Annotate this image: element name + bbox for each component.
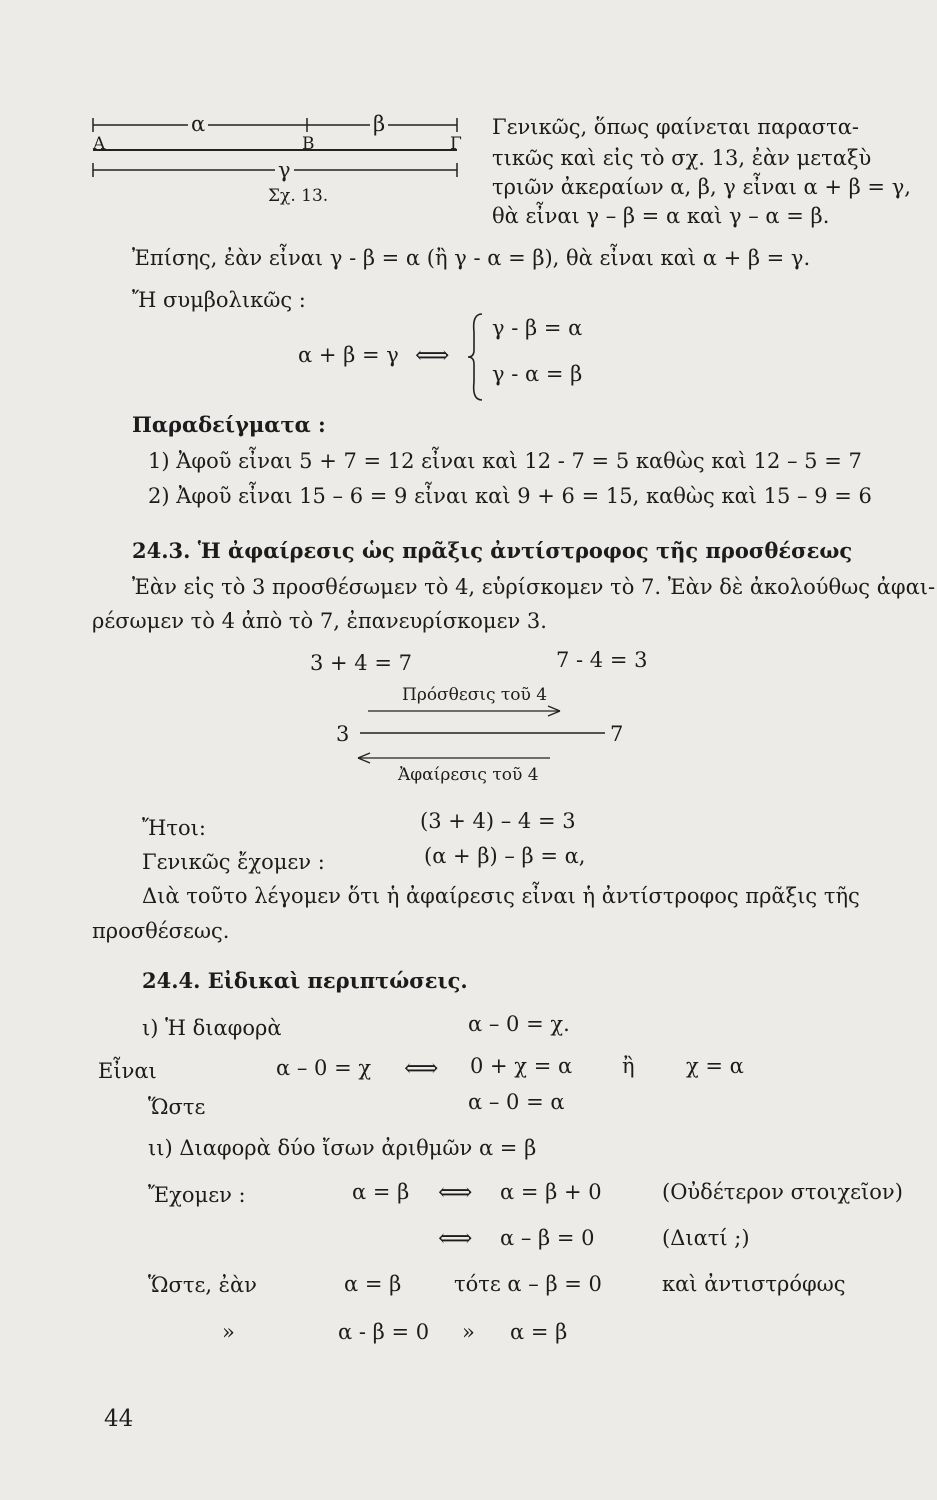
page-number: 44: [104, 1406, 134, 1432]
example-1: 1) Ἀφοῦ εἶναι 5 + 7 = 12 εἶναι καὶ 12 - 7 = 5 καθὼς καὶ 12 – 5 = 7: [148, 449, 862, 473]
last-res: α = β: [510, 1320, 568, 1344]
einai-label: Εἶναι: [98, 1059, 157, 1083]
einai-eq: α – 0 = χ: [276, 1056, 372, 1080]
diagram-start: 3: [336, 722, 350, 746]
general-label: Γενικῶς ἔχομεν :: [142, 850, 325, 874]
segment-label-g: γ: [275, 160, 294, 181]
last-eq: α - β = 0: [338, 1320, 430, 1344]
einai-mid: 0 + χ = α: [470, 1054, 573, 1078]
diagram-end: 7: [610, 722, 624, 746]
exomen-arrow-1: ⟺: [438, 1178, 473, 1206]
para-line-2: ρέσωμεν τὸ 4 ἀπὸ τὸ 7, ἐπανευρίσκομεν 3.: [92, 609, 547, 633]
exomen-note-1: (Οὐδέτερον στοιχεῖον): [662, 1180, 903, 1204]
exomen-arrow-2: ⟺: [438, 1224, 473, 1252]
segment-diagram: [85, 108, 465, 198]
diagram-sub-label: Ἀφαίρεσις τοῦ 4: [398, 765, 539, 785]
htoi-eq: (3 + 4) – 4 = 3: [420, 809, 576, 833]
diagram-add-label: Πρόσθεσις τοῦ 4: [402, 685, 548, 705]
einai-res: χ = α: [686, 1054, 744, 1078]
exomen-eq-1: α = β: [352, 1180, 410, 1204]
einai-arrow: ⟺: [404, 1054, 439, 1082]
examples-heading: Παραδείγματα :: [132, 412, 326, 437]
conclusion-line-2: προσθέσεως.: [92, 919, 230, 943]
htoi-label: Ἤτοι:: [142, 816, 206, 840]
exomen-eq-3: α – β = 0: [500, 1226, 595, 1250]
eq-sub: 7 - 4 = 3: [556, 648, 648, 672]
oste-label: Ὥστε: [148, 1095, 206, 1119]
equiv-top: γ - β = α: [492, 316, 583, 340]
intro-line-3: τριῶν ἀκεραίων α, β, γ εἶναι α + β = γ,: [492, 175, 911, 199]
intro-line-1: Γενικῶς, ὅπως φαίνεται παραστα-: [492, 115, 860, 139]
figure-caption: Σχ. 13.: [268, 186, 329, 206]
point-a: A: [93, 134, 106, 154]
equiv-left: α + β = γ: [298, 343, 399, 367]
quote-mark-1: »: [222, 1320, 235, 1344]
exomen-label: Ἔχομεν :: [148, 1183, 246, 1207]
intro-line-4: θὰ εἶναι γ – β = α καὶ γ – α = β.: [492, 204, 830, 228]
intro-line-2: τικῶς καὶ εἰς τὸ σχ. 13, ἐὰν μεταξὺ: [492, 146, 872, 170]
symbolic-label: Ἤ συμβολικῶς :: [132, 288, 306, 312]
point-b: B: [302, 134, 315, 154]
exomen-eq-2: α = β + 0: [500, 1180, 602, 1204]
general-eq: (α + β) – β = α,: [424, 844, 586, 868]
tote-eq: τότε α – β = 0: [454, 1272, 602, 1296]
quote-mark-2: »: [462, 1320, 475, 1344]
para-line-1: Ἐὰν εἰς τὸ 3 προσθέσωμεν τὸ 4, εὑρίσκομεν τὸ 7. Ἐὰν δὲ ἀκολούθως ἀφαι-: [132, 575, 936, 599]
case-1-eq: α – 0 = χ.: [468, 1012, 570, 1036]
case-2: ιι) Διαφορὰ δύο ἴσων ἀριθμῶν α = β: [148, 1136, 537, 1160]
eq-add: 3 + 4 = 7: [310, 651, 412, 675]
conclusion-line-1: Διὰ τοῦτο λέγομεν ὅτι ἡ ἀφαίρεσις εἶναι ἡ ἀντίστροφος πρᾶξις τῆς: [142, 884, 860, 908]
example-2: 2) Ἀφοῦ εἶναι 15 – 6 = 9 εἶναι καὶ 9 + 6 = 15, καθὼς καὶ 15 – 9 = 6: [148, 484, 872, 508]
exomen-note-2: (Διατί ;): [662, 1226, 750, 1250]
also-line: Ἐπίσης, ἐὰν εἶναι γ - β = α (ἢ γ - α = β), θὰ εἶναι καὶ α + β = γ.: [132, 246, 811, 270]
section-24-4-title: 24.4. Εἰδικαὶ περιπτώσεις.: [142, 968, 468, 993]
oste-2-label: Ὥστε, ἐὰν: [148, 1273, 257, 1297]
section-24-3-title: 24.3. Ἡ ἀφαίρεσις ὡς πρᾶξις ἀντίστροφος τῆς προσθέσεως: [132, 538, 853, 563]
point-g: Γ: [450, 134, 462, 154]
oste-eq: α – 0 = α: [468, 1090, 565, 1114]
segment-label-a: α: [188, 114, 208, 135]
brace-icon: [466, 312, 486, 402]
arrow-diagram: [350, 703, 610, 763]
equiv-bottom: γ - α = β: [492, 362, 583, 386]
oste-2-eq: α = β: [344, 1272, 402, 1296]
einai-or: ἢ: [622, 1054, 635, 1078]
case-1-label: ι) Ἡ διαφορὰ: [142, 1016, 282, 1040]
equiv-arrow: ⟺: [415, 341, 450, 369]
segment-label-b: β: [370, 114, 388, 135]
antistrofos: καὶ ἀντιστρόφως: [662, 1272, 846, 1296]
